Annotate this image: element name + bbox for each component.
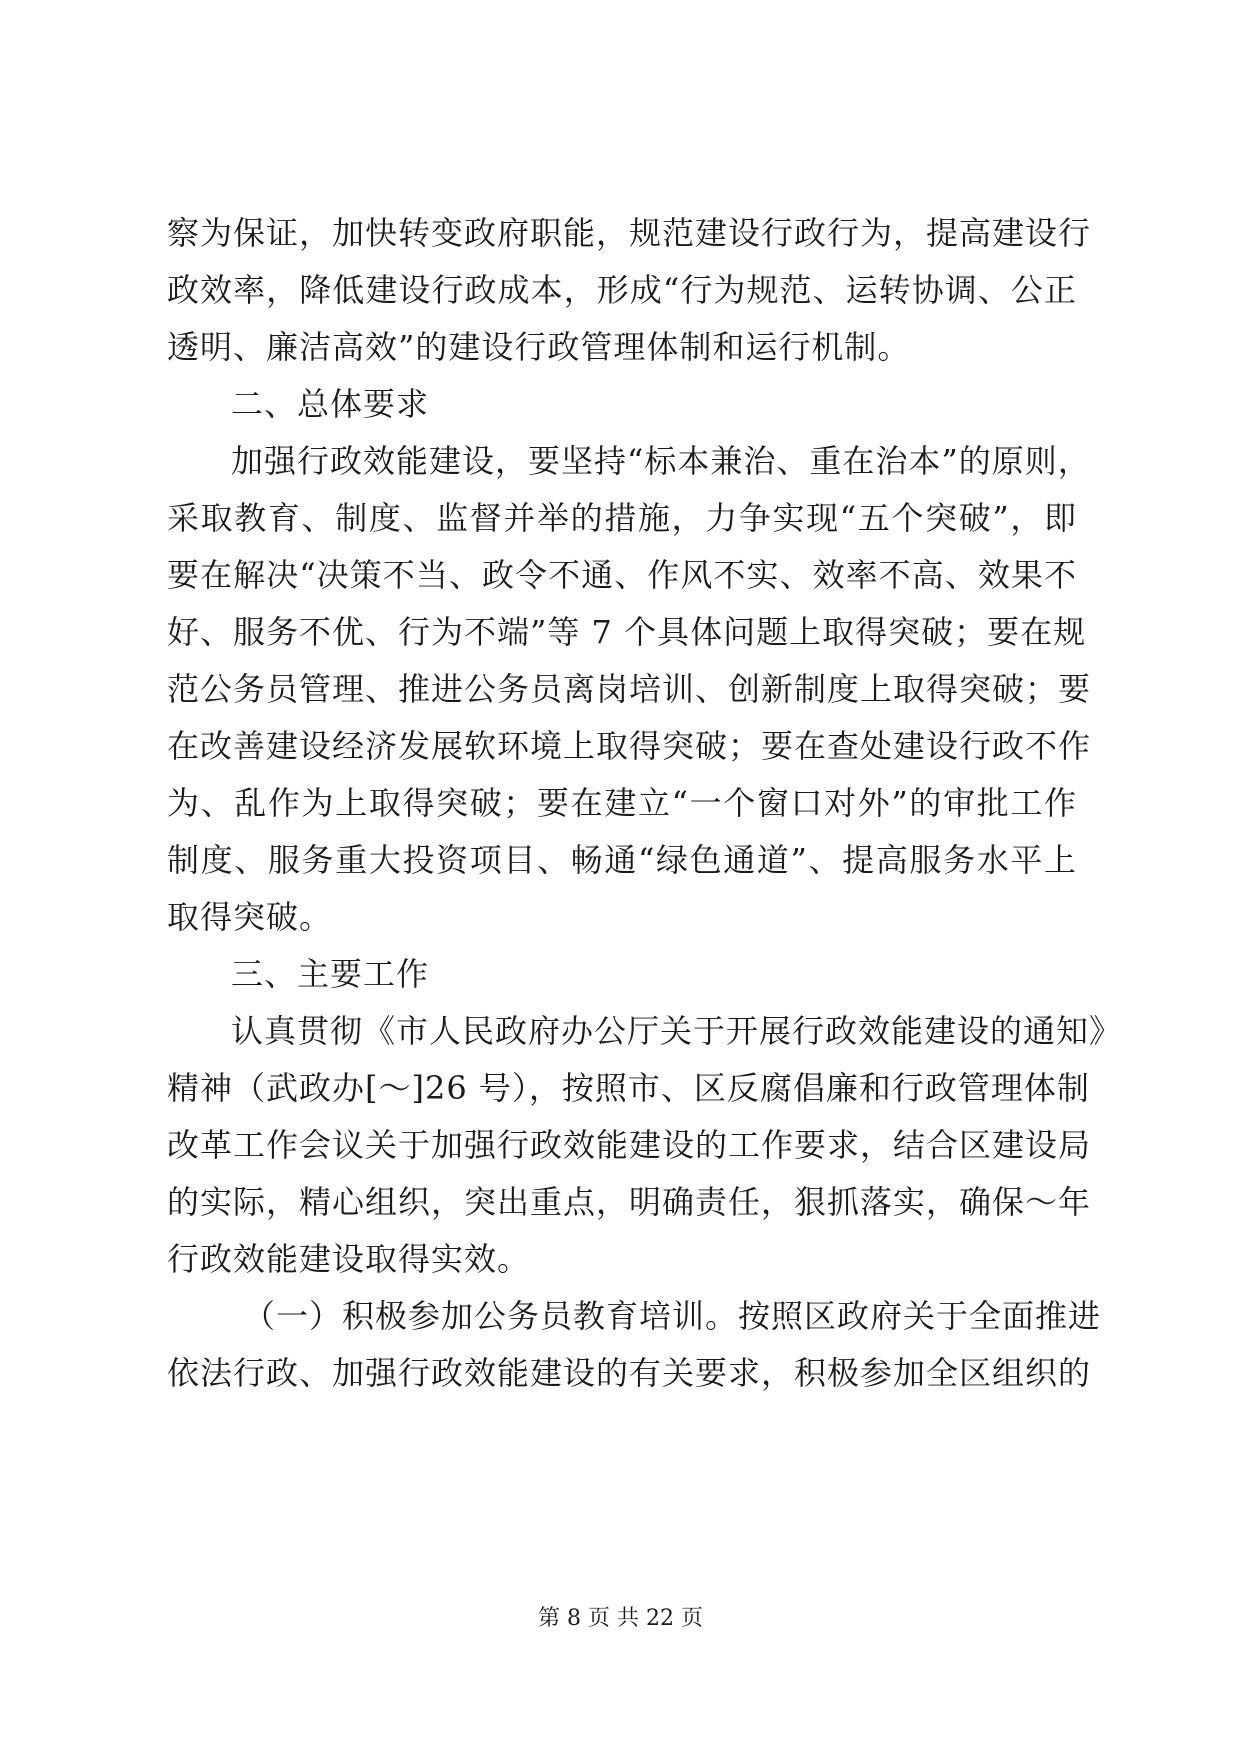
section-heading: 三、主要工作 [231,955,430,993]
page-footer: 第 8 页 共 22 页 [538,1606,703,1631]
section-heading: 二、总体要求 [231,385,430,423]
text-line: 行政效能建设取得实效。 [167,1240,531,1278]
text-line: 透明、廉洁高效”的建设行政管理体制和运行机制。 [167,328,911,366]
text-line: 采取教育、制度、监督并举的措施，力争实现“五个突破”，即 [167,499,1077,537]
text-line: 察为保证，加快转变政府职能，规范建设行政行为，提高建设行 [167,214,1092,252]
text-line: 好、服务不优、行为不端”等 7 个具体问题上取得突破；要在规 [167,613,1087,651]
text-line: 加强行政效能建设，要坚持“标本兼治、重在治本”的原则， [231,442,1091,480]
text-line: 政效率，降低建设行政成本，形成“行为规范、运转协调、公正 [167,271,1077,309]
text-line: 在改善建设经济发展软环境上取得突破；要在查处建设行政不作 [167,727,1092,765]
text-line: 制度、服务重大投资项目、畅通“绿色通道”、提高服务水平上 [167,841,1077,879]
text-line: 依法行政、加强行政效能建设的有关要求，积极参加全区组织的 [167,1354,1092,1392]
text-line: 认真贯彻《市人民政府办公厅关于开展行政效能建设的通知》 [231,1012,1123,1050]
text-line: 范公务员管理、推进公务员离岗培训、创新制度上取得突破；要 [167,670,1092,708]
text-line: 要在解决“决策不当、政令不通、作风不实、效率不高、效果不 [167,556,1077,594]
text-line: 为、乱作为上取得突破；要在建立“一个窗口对外”的审批工作 [167,784,1077,822]
subsection-heading: （一）积极参加公务员教育培训。按照区政府关于全面推进 [243,1297,1102,1335]
text-line: 改革工作会议关于加强行政效能建设的工作要求，结合区建设局 [167,1126,1092,1164]
text-line: 的实际，精心组织，突出重点，明确责任，狠抓落实，确保～年 [167,1183,1092,1221]
text-line: 取得突破。 [167,898,333,936]
text-line: 精神（武政办[～]26 号），按照市、区反腐倡廉和行政管理体制 [167,1069,1090,1107]
